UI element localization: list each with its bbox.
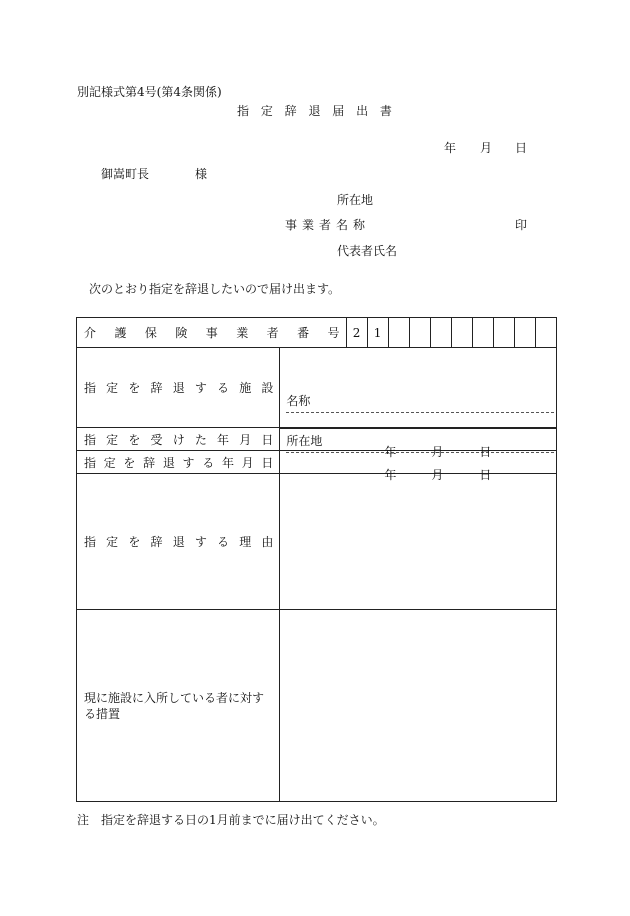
seal-mark: 印 [515,218,528,232]
insurance-digit[interactable] [514,318,535,348]
facility-cell [280,348,557,448]
form-number: 別記様式第4号(第4条関係) [77,85,222,99]
document-title: 指 定 辞 退 届 出 書 [237,104,396,118]
applicant-address-label: 所在地 [337,193,374,207]
facility-address-label: 所在地 [286,433,323,448]
withdraw-day: 日 [479,468,492,482]
insurance-digit[interactable] [388,318,409,348]
designated-month: 月 [431,445,444,459]
insurance-digit[interactable] [430,318,451,348]
applicant-business-name-label: 事業者名称 [285,218,371,232]
date-year-label: 年 [444,141,457,155]
withdraw-month: 月 [431,468,444,482]
insurance-digit[interactable] [409,318,430,348]
designated-date-label: 指定を受けた年月日 [77,428,280,451]
withdraw-date-field[interactable] [280,451,557,482]
reason-field[interactable] [280,474,557,610]
facility-label: 指定を辞退する施設 [77,348,280,428]
measures-field[interactable] [280,610,557,802]
insurance-digit[interactable] [535,318,556,348]
reason-label: 指定を辞退する理由 [77,474,280,610]
facility-name-field[interactable] [286,388,554,413]
designated-year: 年 [384,445,397,459]
insurance-digit[interactable]: 2 [346,318,367,348]
addressee: 御嵩町長 [101,167,150,181]
measures-row [77,610,557,802]
withdraw-year: 年 [384,468,397,482]
insurance-number-row [77,318,557,348]
insurance-digit[interactable]: 1 [367,318,388,348]
addressee-suffix: 様 [195,167,208,181]
measures-label: 現に施設に入所している者に対する措置 [77,610,280,802]
facility-name-label: 名称 [286,393,311,408]
reason-row [77,474,557,610]
applicant-representative-label: 代表者氏名 [337,244,398,258]
withdrawal-form-table [76,317,557,802]
insurance-digit[interactable] [472,318,493,348]
facility-row [77,348,557,428]
insurance-digit[interactable] [451,318,472,348]
insurance-digit[interactable] [493,318,514,348]
withdraw-date-label: 指定を辞退する年月日 [77,451,280,474]
intro-text: 次のとおり指定を辞退したいので届け出ます。 [89,282,341,296]
date-day-label: 日 [515,141,528,155]
note-text: 注 指定を辞退する日の1月前までに届け出てください。 [77,813,385,827]
facility-address-field[interactable] [286,428,554,453]
date-month-label: 月 [480,141,493,155]
designated-day: 日 [479,445,492,459]
insurance-number-label: 介護保険事業者番号 [77,318,347,348]
